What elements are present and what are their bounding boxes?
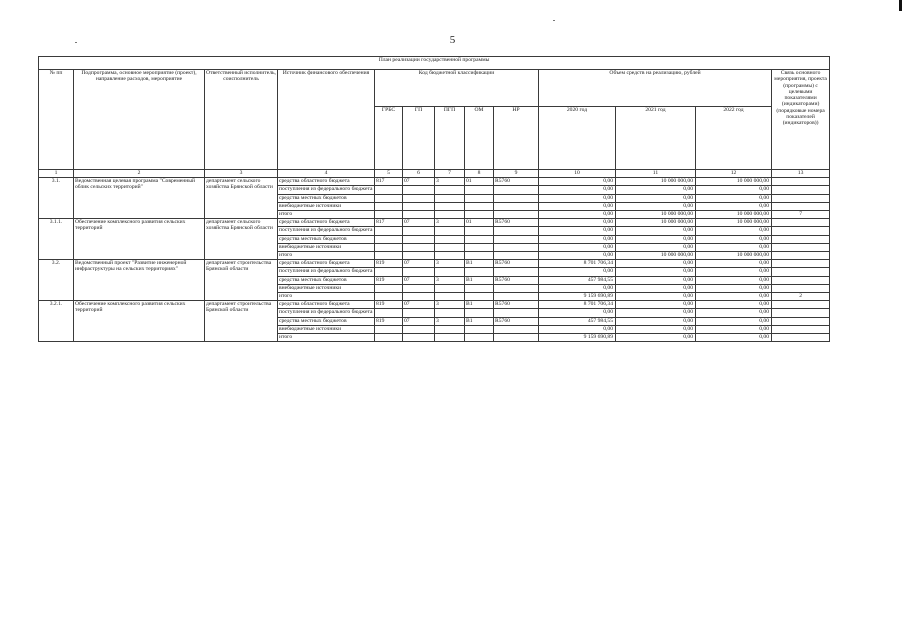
amount-2020: 0,00 (539, 285, 616, 293)
code-nr (494, 244, 539, 252)
col-number: 11 (616, 170, 696, 178)
code-pgp: 3 (435, 219, 465, 227)
header-num: № пп (39, 70, 74, 170)
code-om: В1 (465, 277, 494, 285)
code-gp: 07 (403, 301, 435, 309)
code-om (465, 244, 494, 252)
table-title-row (39, 57, 830, 70)
col-number: 3 (205, 170, 278, 178)
funding-source: итого (278, 334, 375, 342)
amount-2022: 0,00 (696, 203, 772, 211)
amount-2022: 0,00 (696, 318, 772, 326)
col-number: 7 (435, 170, 465, 178)
amount-2021: 0,00 (616, 260, 696, 268)
code-pgp (435, 268, 465, 277)
code-pgp (435, 186, 465, 195)
code-grbs (375, 244, 403, 252)
code-om (465, 227, 494, 236)
code-pgp (435, 244, 465, 252)
indicator-link (772, 309, 830, 318)
funding-source: поступления из федерального бюджета (278, 268, 375, 277)
code-grbs (375, 227, 403, 236)
code-pgp (435, 326, 465, 334)
row-number: 3.1. (39, 178, 74, 219)
amount-2021: 0,00 (616, 186, 696, 195)
funding-source: поступления из федерального бюджета (278, 227, 375, 236)
amount-2021: 0,00 (616, 227, 696, 236)
code-pgp (435, 236, 465, 244)
code-gp (403, 326, 435, 334)
col-number: 2 (74, 170, 205, 178)
scan-edge-mark (899, 0, 902, 11)
amount-2021: 10 000 000,00 (616, 252, 696, 260)
code-om (465, 195, 494, 203)
code-gp (403, 186, 435, 195)
scan-speck (553, 20, 555, 21)
code-pgp (435, 334, 465, 342)
code-grbs (375, 203, 403, 211)
code-grbs (375, 293, 403, 301)
col-number: 5 (375, 170, 403, 178)
header-link: Связь основного мероприятия, проекта (программы) с целевыми показателями (индикаторами) (порядковые номера показателей (индикаторов)) (772, 70, 830, 170)
header-code-om: ОМ (465, 107, 494, 170)
amount-2022: 0,00 (696, 285, 772, 293)
table-row (39, 260, 830, 268)
code-om: В1 (465, 318, 494, 326)
code-om: В1 (465, 301, 494, 309)
code-pgp (435, 211, 465, 219)
amount-2021: 0,00 (616, 318, 696, 326)
header-code-gp: ГП (403, 107, 435, 170)
code-pgp (435, 285, 465, 293)
code-om: 01 (465, 219, 494, 227)
code-gp: 07 (403, 178, 435, 186)
amount-2022: 0,00 (696, 236, 772, 244)
amount-2021: 0,00 (616, 309, 696, 318)
code-om (465, 236, 494, 244)
funding-source: итого (278, 252, 375, 260)
table-title: План реализации государственной программы (39, 57, 830, 70)
code-grbs (375, 326, 403, 334)
row-number: 3.2.1. (39, 301, 74, 342)
code-pgp (435, 195, 465, 203)
row-number: 3.2. (39, 260, 74, 301)
amount-2021: 10 000 000,00 (616, 178, 696, 186)
amount-2021: 10 000 000,00 (616, 211, 696, 219)
code-om: В1 (465, 260, 494, 268)
col-number: 9 (494, 170, 539, 178)
amount-2021: 0,00 (616, 244, 696, 252)
table-row (39, 219, 830, 227)
header-year-2022: 2022 год (696, 107, 772, 170)
col-number: 13 (772, 170, 830, 178)
code-pgp (435, 203, 465, 211)
amount-2020: 0,00 (539, 252, 616, 260)
code-pgp: 3 (435, 301, 465, 309)
amount-2022: 10 000 000,00 (696, 219, 772, 227)
amount-2022: 0,00 (696, 309, 772, 318)
amount-2022: 10 000 000,00 (696, 211, 772, 219)
code-om (465, 326, 494, 334)
code-grbs (375, 186, 403, 195)
header-code-nr: НР (494, 107, 539, 170)
code-om (465, 252, 494, 260)
header-code-pgp: ПГП (435, 107, 465, 170)
indicator-link: 7 (772, 211, 830, 219)
amount-2020: 0,00 (539, 203, 616, 211)
amount-2022: 0,00 (696, 268, 772, 277)
amount-2020: 0,00 (539, 236, 616, 244)
header-code-grbs: ГРБС (375, 107, 403, 170)
code-gp (403, 309, 435, 318)
amount-2022: 0,00 (696, 195, 772, 203)
code-grbs (375, 285, 403, 293)
code-pgp (435, 293, 465, 301)
col-number: 8 (465, 170, 494, 178)
funding-source: внебюджетные источники (278, 285, 375, 293)
code-pgp: 3 (435, 318, 465, 326)
code-grbs (375, 334, 403, 342)
code-pgp: 3 (435, 260, 465, 268)
code-nr: R5760 (494, 277, 539, 285)
amount-2021: 0,00 (616, 195, 696, 203)
funding-source: средства областного бюджета (278, 219, 375, 227)
activity-name: Обеспечение комплексного развития сельских территорий (74, 301, 205, 342)
indicator-link (772, 326, 830, 334)
code-gp: 07 (403, 260, 435, 268)
funding-source: внебюджетные источники (278, 244, 375, 252)
amount-2021: 10 000 000,00 (616, 219, 696, 227)
indicator-link (772, 236, 830, 244)
code-gp (403, 268, 435, 277)
code-nr (494, 334, 539, 342)
responsible-executor: департамент строительства Брянской области (205, 301, 278, 342)
code-grbs (375, 211, 403, 219)
indicator-link (772, 268, 830, 277)
amount-2021: 0,00 (616, 277, 696, 285)
code-gp (403, 293, 435, 301)
code-pgp (435, 309, 465, 318)
code-nr (494, 186, 539, 195)
amount-2020: 9 159 690,89 (539, 293, 616, 301)
indicator-link (772, 260, 830, 268)
code-gp: 07 (403, 219, 435, 227)
code-nr: R5760 (494, 219, 539, 227)
code-nr: R5760 (494, 260, 539, 268)
code-nr: R5760 (494, 301, 539, 309)
table-row (39, 301, 830, 309)
header-subprogram: Подпрограмма, основное мероприятие (проект), направление расходов, мероприятие (74, 70, 205, 170)
amount-2022: 0,00 (696, 260, 772, 268)
amount-2021: 0,00 (616, 301, 696, 309)
code-nr (494, 236, 539, 244)
funding-source: средства областного бюджета (278, 260, 375, 268)
funding-source: поступления из федерального бюджета (278, 186, 375, 195)
funding-source: средства местных бюджетов (278, 318, 375, 326)
code-om (465, 285, 494, 293)
amount-2022: 0,00 (696, 326, 772, 334)
col-number: 1 (39, 170, 74, 178)
amount-2020: 0,00 (539, 244, 616, 252)
amount-2020: 0,00 (539, 326, 616, 334)
amount-2022: 0,00 (696, 244, 772, 252)
code-nr: R5760 (494, 318, 539, 326)
code-grbs: 819 (375, 277, 403, 285)
code-gp (403, 244, 435, 252)
amount-2020: 9 159 690,89 (539, 334, 616, 342)
header-row (39, 70, 830, 107)
amount-2020: 457 984,55 (539, 318, 616, 326)
indicator-link (772, 285, 830, 293)
amount-2022: 0,00 (696, 227, 772, 236)
responsible-executor: департамент сельского хозяйства Брянской области (205, 178, 278, 219)
indicator-link (772, 334, 830, 342)
indicator-link (772, 252, 830, 260)
amount-2020: 457 984,55 (539, 277, 616, 285)
code-nr (494, 227, 539, 236)
amount-2021: 0,00 (616, 268, 696, 277)
code-gp (403, 285, 435, 293)
code-nr: R5760 (494, 178, 539, 186)
code-om: 01 (465, 178, 494, 186)
header-source: Источник финансового обеспечения (278, 70, 375, 170)
funding-source: итого (278, 211, 375, 219)
amount-2021: 0,00 (616, 203, 696, 211)
col-number: 10 (539, 170, 616, 178)
amount-2020: 0,00 (539, 227, 616, 236)
funding-source: поступления из федерального бюджета (278, 309, 375, 318)
header-budget-code: Код бюджетной классификации (375, 70, 539, 107)
amount-2021: 0,00 (616, 293, 696, 301)
code-grbs: 819 (375, 301, 403, 309)
amount-2020: 0,00 (539, 219, 616, 227)
amount-2022: 0,00 (696, 334, 772, 342)
activity-name: Обеспечение комплексного развития сельских территорий (74, 219, 205, 260)
funding-source: средства местных бюджетов (278, 195, 375, 203)
code-grbs: 817 (375, 219, 403, 227)
code-gp (403, 236, 435, 244)
code-grbs (375, 309, 403, 318)
funding-source: внебюджетные источники (278, 203, 375, 211)
funding-source: итого (278, 293, 375, 301)
funding-source: средства местных бюджетов (278, 236, 375, 244)
table-body (39, 57, 830, 342)
amount-2020: 0,00 (539, 186, 616, 195)
code-grbs (375, 252, 403, 260)
amount-2021: 0,00 (616, 236, 696, 244)
code-gp (403, 203, 435, 211)
amount-2022: 0,00 (696, 301, 772, 309)
amount-2020: 0,00 (539, 211, 616, 219)
amount-2021: 0,00 (616, 326, 696, 334)
amount-2021: 0,00 (616, 334, 696, 342)
amount-2022: 10 000 000,00 (696, 252, 772, 260)
indicator-link (772, 301, 830, 309)
code-om (465, 268, 494, 277)
page-number: 5 (449, 34, 456, 46)
funding-source: средства областного бюджета (278, 301, 375, 309)
indicator-link (772, 178, 830, 186)
code-pgp (435, 252, 465, 260)
amount-2020: 0,00 (539, 309, 616, 318)
code-nr (494, 252, 539, 260)
amount-2022: 0,00 (696, 277, 772, 285)
indicator-link (772, 227, 830, 236)
code-om (465, 211, 494, 219)
code-nr (494, 268, 539, 277)
code-gp (403, 211, 435, 219)
amount-2022: 0,00 (696, 293, 772, 301)
amount-2021: 0,00 (616, 285, 696, 293)
amount-2020: 0,00 (539, 195, 616, 203)
responsible-executor: департамент сельского хозяйства Брянской области (205, 219, 278, 260)
table-row (39, 178, 830, 186)
indicator-link (772, 203, 830, 211)
funding-source: средства областного бюджета (278, 178, 375, 186)
code-grbs: 817 (375, 178, 403, 186)
indicator-link (772, 219, 830, 227)
amount-2020: 0,00 (539, 268, 616, 277)
code-grbs (375, 236, 403, 244)
code-gp (403, 252, 435, 260)
amount-2022: 0,00 (696, 186, 772, 195)
code-grbs (375, 268, 403, 277)
code-pgp: 3 (435, 277, 465, 285)
header-funding: Объем средств на реализацию, рублей (539, 70, 772, 107)
indicator-link (772, 318, 830, 326)
code-nr (494, 293, 539, 301)
code-gp: 07 (403, 318, 435, 326)
header-year-2020: 2020 год (539, 107, 616, 170)
indicator-link (772, 277, 830, 285)
code-nr (494, 211, 539, 219)
funding-source: средства местных бюджетов (278, 277, 375, 285)
indicator-link (772, 244, 830, 252)
code-grbs (375, 195, 403, 203)
header-year-2021: 2021 год (616, 107, 696, 170)
code-grbs: 819 (375, 260, 403, 268)
activity-name: Ведомственный проект "Развитие инженерной инфраструктуры на сельских территориях" (74, 260, 205, 301)
col-number: 12 (696, 170, 772, 178)
activity-name: Ведомственная целевая программа "Современный облик сельских территорий" (74, 178, 205, 219)
col-number: 6 (403, 170, 435, 178)
header-executor: Ответственный исполнитель, соисполнитель (205, 70, 278, 170)
amount-2020: 0,00 (539, 178, 616, 186)
code-gp (403, 195, 435, 203)
code-om (465, 309, 494, 318)
amount-2020: 8 701 706,34 (539, 301, 616, 309)
code-nr (494, 203, 539, 211)
code-nr (494, 309, 539, 318)
responsible-executor: департамент строительства Брянской области (205, 260, 278, 301)
row-number: 3.1.1. (39, 219, 74, 260)
code-pgp: 3 (435, 178, 465, 186)
indicator-link (772, 195, 830, 203)
code-gp (403, 334, 435, 342)
code-om (465, 293, 494, 301)
amount-2022: 10 000 000,00 (696, 178, 772, 186)
code-nr (494, 195, 539, 203)
code-nr (494, 326, 539, 334)
code-om (465, 334, 494, 342)
code-om (465, 186, 494, 195)
code-om (465, 203, 494, 211)
implementation-plan-table (38, 56, 830, 342)
code-nr (494, 285, 539, 293)
code-grbs: 819 (375, 318, 403, 326)
code-gp (403, 227, 435, 236)
indicator-link: 2 (772, 293, 830, 301)
amount-2020: 8 701 706,34 (539, 260, 616, 268)
column-numbers-row (39, 170, 830, 178)
indicator-link (772, 186, 830, 195)
col-number: 4 (278, 170, 375, 178)
funding-source: внебюджетные источники (278, 326, 375, 334)
code-pgp (435, 227, 465, 236)
code-gp: 07 (403, 277, 435, 285)
